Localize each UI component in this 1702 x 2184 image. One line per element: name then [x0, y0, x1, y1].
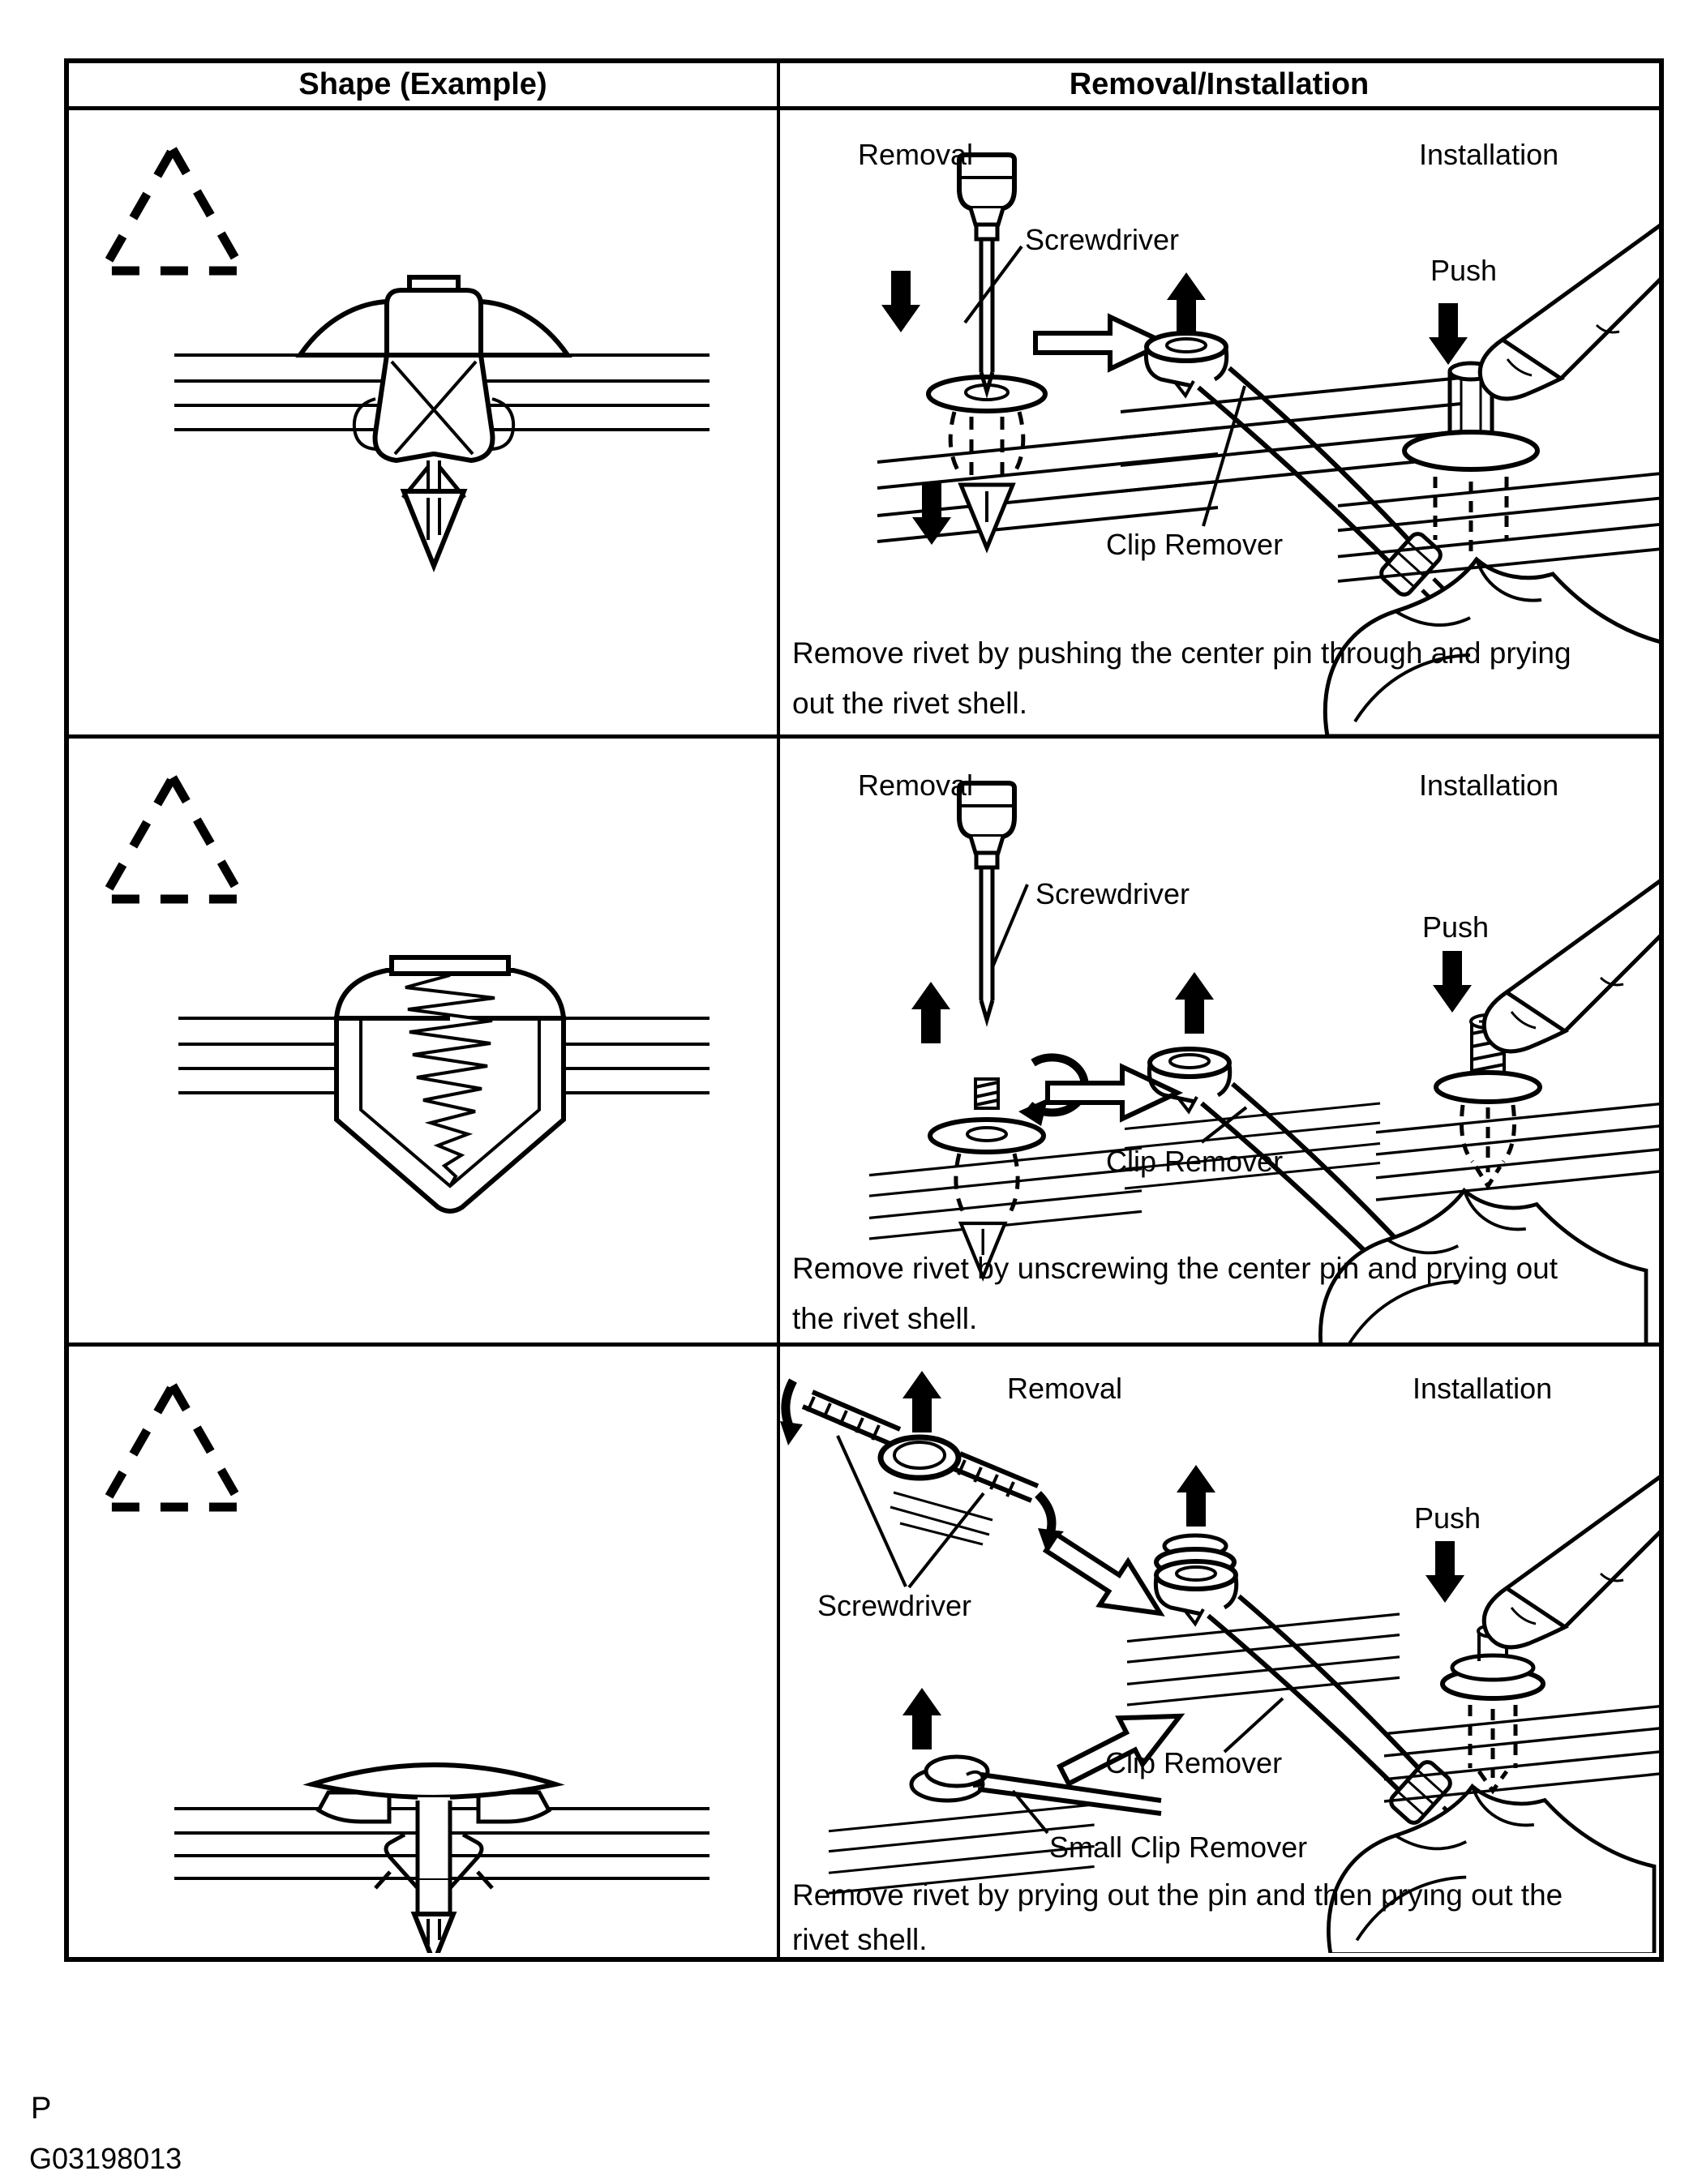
caption-line: Remove rivet by unscrewing the center pin and prying out: [792, 1252, 1558, 1285]
panel-lines: [1127, 1614, 1400, 1705]
shape-cell-row2: [69, 739, 777, 1343]
pushing-finger-icon: [1480, 220, 1659, 399]
clip-remover-label: Clip Remover: [1106, 1145, 1284, 1178]
clip-remover-icon: [1155, 1561, 1473, 1848]
push-label: Push: [1414, 1501, 1481, 1535]
unscrew-up-arrow: [911, 982, 950, 1043]
hand-holding-tool: [1328, 1786, 1654, 1953]
figure-code: G03198013: [29, 2142, 182, 2175]
procedure-cell-row2: [780, 739, 1659, 1343]
warning-triangle-icon: [103, 149, 242, 271]
caption-line: the rivet shell.: [792, 1302, 978, 1335]
push-rivet-section-drawing: [69, 110, 777, 734]
push-label: Push: [1422, 910, 1490, 944]
pushing-finger-icon: [1484, 872, 1659, 1051]
shape-cell-row3: [69, 1347, 777, 1957]
caption-line: Remove rivet by pushing the center pin through and prying: [792, 636, 1571, 670]
screwdriver-label: Screwdriver: [817, 1589, 972, 1622]
caption-line: Remove rivet by prying out the pin and then prying out the: [792, 1878, 1563, 1912]
pry-up-arrow: [1175, 972, 1214, 1034]
caption-line: rivet shell.: [792, 1923, 928, 1956]
pry-up-arrow: [1167, 272, 1206, 334]
pry-up-arrow: [902, 1688, 941, 1749]
header-removal-installation: Removal/Installation: [1069, 67, 1370, 101]
installation-label: Installation: [1419, 769, 1559, 802]
pry-up-arrow: [902, 1371, 941, 1432]
caption-line: out the rivet shell.: [792, 687, 1027, 720]
push-down-arrow: [1433, 951, 1472, 1013]
installation-label: Installation: [1419, 138, 1559, 171]
procedure-cell-row3: [780, 1347, 1659, 1957]
screwdriver-label: Screwdriver: [1035, 877, 1190, 910]
panel-lines: [1121, 378, 1461, 491]
clip-remover-label: Clip Remover: [1106, 528, 1284, 561]
panel-lines: [1376, 1103, 1659, 1200]
clip-remover-icon: [1146, 333, 1463, 619]
push-down-arrow: [1429, 303, 1468, 365]
rivet-table: [64, 58, 1664, 1962]
table-row: [69, 739, 1659, 1347]
screw-rivet-section-drawing: [69, 739, 777, 1343]
clip-remover-leader-line: [1224, 1698, 1283, 1752]
removal-label: Removal: [858, 769, 974, 802]
clip-remover-label: Clip Remover: [1105, 1746, 1283, 1779]
push-down-arrow: [1425, 1541, 1464, 1603]
pry-rivet-section-drawing: [69, 1347, 777, 1953]
procedure-cell-row1: [780, 110, 1659, 734]
screwdriver-leader-line: [992, 884, 1027, 967]
curl-arrow-left: [780, 1381, 803, 1445]
installation-label: Installation: [1413, 1372, 1553, 1405]
table-row: [69, 110, 1659, 739]
removal-label: Removal: [1007, 1372, 1123, 1405]
warning-triangle-icon: [103, 1385, 242, 1507]
next-step-arrow: [1037, 1521, 1174, 1635]
header-shape: Shape (Example): [298, 67, 547, 101]
table-row: [69, 1347, 1659, 1957]
push-down-arrow: [881, 271, 920, 332]
table-header-row: [69, 63, 1659, 110]
small-clip-remover-label: Small Clip Remover: [1049, 1831, 1308, 1864]
screwdriver-icon: [959, 155, 1014, 392]
pushing-finger-icon: [1484, 1468, 1659, 1647]
page-marker: P: [31, 2092, 52, 2126]
warning-triangle-icon: [103, 777, 242, 899]
rivet-washer: [930, 1120, 1044, 1152]
screwdriver-icon: [959, 783, 1014, 1020]
screwdriver-label: Screwdriver: [1025, 223, 1180, 256]
removal-label: Removal: [858, 138, 974, 171]
push-label: Push: [1430, 254, 1498, 287]
rivet-pin-tip: [961, 485, 1013, 548]
shape-cell-row1: [69, 110, 777, 734]
pry-up-arrow: [1177, 1465, 1215, 1527]
